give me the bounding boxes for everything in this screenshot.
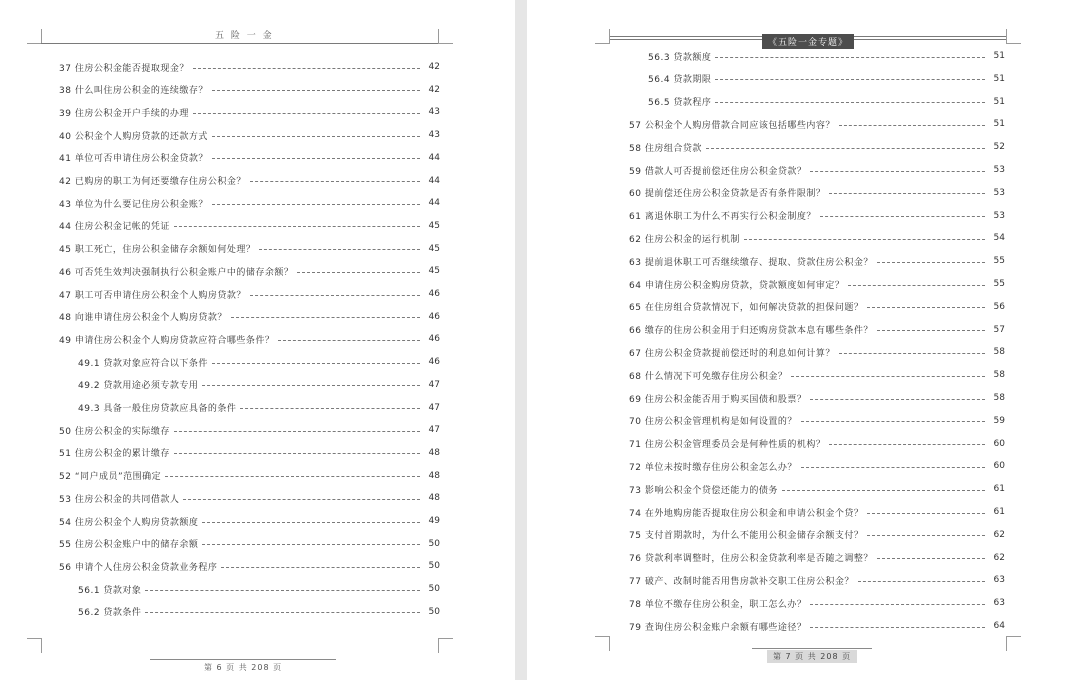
toc-dot-leader	[193, 113, 420, 114]
toc-dot-leader	[810, 604, 985, 605]
toc-entry-title: 46 可否凭生效判决强制执行公积金账户中的储存余额？	[59, 267, 294, 278]
footer-rule	[150, 659, 336, 660]
toc-dot-leader	[174, 226, 420, 227]
toc-dot-leader	[839, 125, 985, 126]
toc-entry-page-number: 46	[428, 357, 440, 368]
toc-entry-title: 49.1 贷款对象应符合以下条件	[78, 358, 208, 369]
toc-entry[interactable]	[59, 332, 440, 346]
toc-entry-title: 37 住房公积金能否提取现金？	[59, 63, 189, 74]
toc-dot-leader	[202, 522, 420, 523]
toc-entry[interactable]	[629, 163, 1005, 177]
toc-entry-title: 56.5 贷款程序	[648, 98, 712, 109]
toc-entry-page-number: 45	[428, 243, 440, 254]
toc-entry-title: 47 职工可否申请住房公积金个人购房贷款？	[59, 290, 246, 301]
page-header-title: 五 险 一 金	[215, 31, 274, 41]
crop-mark-top-right	[438, 29, 453, 44]
toc-entry-page-number: 55	[993, 256, 1005, 267]
toc-entry-title: 58 住房组合贷款	[629, 143, 702, 154]
toc-entry[interactable]	[59, 219, 440, 233]
page-header-title: 《五险一金专题》	[762, 34, 854, 49]
toc-dot-leader	[202, 385, 420, 386]
toc-entry[interactable]	[629, 505, 1005, 519]
toc-dot-leader	[174, 431, 420, 432]
toc-dot-leader	[212, 158, 420, 159]
toc-dot-leader	[867, 535, 985, 536]
toc-entry[interactable]	[629, 323, 1005, 337]
toc-dot-leader	[839, 353, 985, 354]
toc-dot-leader	[165, 476, 420, 477]
toc-entry[interactable]	[629, 300, 1005, 314]
toc-entry-page-number: 51	[993, 96, 1005, 107]
toc-entry-page-number: 63	[993, 598, 1005, 609]
toc-entry-page-number: 59	[993, 415, 1005, 426]
toc-entry-title: 49 申请住房公积金个人购房贷款应符合哪些条件？	[59, 335, 275, 346]
toc-dot-leader	[810, 627, 985, 628]
toc-entry-page-number: 60	[993, 461, 1005, 472]
toc-entry-page-number: 46	[428, 289, 440, 299]
toc-entry[interactable]	[59, 287, 440, 301]
toc-entry-page-number: 45	[428, 220, 440, 231]
toc-entry-title: 52 “同户成员”范围确定	[59, 472, 162, 483]
toc-entry-title: 68 什么情况下可免缴存住房公积金？	[629, 371, 788, 382]
toc-dot-leader	[877, 330, 985, 331]
toc-entry[interactable]	[629, 368, 1005, 382]
toc-dot-leader	[877, 262, 985, 263]
footer-rule	[752, 648, 872, 649]
toc-entry-title: 70 住房公积金管理机构是如何设置的？	[629, 417, 797, 428]
toc-dot-leader	[715, 79, 985, 80]
toc-entry-title: 62 住房公积金的运行机制	[629, 234, 740, 245]
toc-entry[interactable]	[59, 242, 440, 256]
toc-dot-leader	[791, 376, 985, 377]
toc-entry[interactable]	[648, 95, 1005, 109]
toc-entry-page-number: 53	[993, 165, 1005, 175]
toc-entry-page-number: 58	[993, 370, 1005, 381]
toc-entry-title: 73 影响公积金个贷偿还能力的债务	[629, 485, 778, 496]
toc-entry-page-number: 44	[428, 198, 440, 209]
toc-entry[interactable]	[59, 446, 440, 460]
toc-entry-page-number: 47	[428, 402, 440, 413]
toc-dot-leader	[193, 68, 420, 69]
toc-entry-page-number: 48	[428, 493, 440, 504]
toc-entry-page-number: 42	[428, 84, 440, 95]
toc-entry-title: 67 住房公积金贷款提前偿还时的利息如何计算？	[629, 348, 835, 359]
toc-entry-page-number: 46	[428, 311, 440, 322]
toc-entry-title: 55 住房公积金账户中的储存余额	[59, 540, 199, 551]
toc-dot-leader	[145, 612, 420, 613]
toc-entry[interactable]	[59, 83, 440, 97]
toc-entry-page-number: 47	[428, 379, 440, 390]
toc-entry-page-number: 61	[993, 507, 1005, 517]
document-page-left	[0, 0, 515, 680]
toc-entry-title: 76 贷款利率调整时，住房公积金贷款利率是否随之调整？	[629, 554, 873, 565]
toc-entry-title: 43 单位为什么要记住房公积金账？	[59, 199, 208, 210]
crop-mark-bottom-right	[438, 638, 453, 653]
toc-dot-leader	[145, 590, 420, 591]
toc-entry-page-number: 49	[428, 516, 440, 526]
toc-entry-title: 56.4 贷款期限	[648, 75, 712, 86]
toc-entry-title: 66 缴存的住房公积金用于归还购房贷款本息有哪些条件？	[629, 326, 873, 337]
toc-entry-page-number: 52	[993, 142, 1005, 153]
toc-dot-leader	[212, 363, 420, 364]
toc-dot-leader	[801, 467, 985, 468]
toc-entry-title: 45 职工死亡，住房公积金储存余额如何处理？	[59, 245, 256, 256]
toc-entry-page-number: 54	[993, 233, 1005, 244]
crop-mark-bottom-right	[1006, 636, 1021, 651]
toc-entry[interactable]	[59, 105, 440, 119]
toc-dot-leader	[858, 581, 985, 582]
toc-entry-page-number: 51	[993, 73, 1005, 84]
toc-entry-title: 41 单位可否申请住房公积金贷款？	[59, 154, 208, 165]
toc-dot-leader	[174, 453, 420, 454]
toc-entry-title: 56.3 贷款额度	[648, 52, 712, 63]
toc-entry-title: 79 查询住房公积金账户余额有哪些途径？	[629, 622, 807, 633]
toc-entry-title: 71 住房公积金管理委员会是何种性质的机构？	[629, 440, 826, 451]
document-page-right	[527, 0, 1080, 680]
toc-entry[interactable]	[629, 391, 1005, 405]
toc-entry-page-number: 51	[993, 51, 1005, 61]
toc-entry[interactable]	[59, 310, 440, 324]
toc-entry[interactable]	[629, 482, 1005, 496]
toc-entry[interactable]	[629, 459, 1005, 473]
toc-dot-leader	[829, 444, 985, 445]
toc-entry[interactable]	[59, 174, 440, 188]
toc-entry[interactable]	[59, 559, 440, 573]
toc-dot-leader	[829, 193, 985, 194]
crop-mark-bottom-left	[595, 636, 610, 651]
toc-entry-page-number: 50	[428, 538, 440, 549]
toc-entry-page-number: 50	[428, 606, 440, 617]
toc-entry-page-number: 64	[993, 621, 1005, 631]
toc-dot-leader	[715, 57, 985, 58]
toc-dot-leader	[297, 272, 420, 273]
toc-entry[interactable]	[629, 277, 1005, 291]
toc-entry[interactable]	[629, 140, 1005, 154]
toc-entry-page-number: 51	[993, 119, 1005, 130]
toc-entry-title: 50 住房公积金的实际缴存	[59, 426, 170, 437]
toc-entry[interactable]	[629, 231, 1005, 245]
toc-entry-title: 56.2 贷款条件	[78, 608, 142, 619]
toc-dot-leader	[877, 558, 985, 559]
toc-dot-leader	[820, 216, 985, 217]
toc-dot-leader	[212, 90, 420, 91]
toc-entry-page-number: 58	[993, 393, 1005, 403]
toc-dot-leader	[810, 399, 985, 400]
toc-dot-leader	[183, 499, 420, 500]
toc-dot-leader	[810, 171, 985, 172]
toc-entry[interactable]	[629, 551, 1005, 565]
toc-entry-page-number: 62	[993, 529, 1005, 540]
toc-entry-page-number: 57	[993, 324, 1005, 335]
toc-entry-title: 39 住房公积金开户手续的办理	[59, 108, 189, 119]
toc-entry-page-number: 48	[428, 447, 440, 458]
toc-entry-title: 60 提前偿还住房公积金贷款是否有条件限制？	[629, 189, 826, 200]
toc-dot-leader	[801, 421, 985, 422]
toc-entry[interactable]	[629, 619, 1005, 633]
toc-entry[interactable]	[59, 264, 440, 278]
toc-entry[interactable]	[629, 117, 1005, 131]
toc-entry-title: 64 申请住房公积金购房贷款，贷款额度如何审定？	[629, 280, 845, 291]
toc-entry[interactable]	[59, 491, 440, 505]
toc-entry[interactable]	[629, 437, 1005, 451]
toc-dot-leader	[715, 102, 985, 103]
crop-mark-bottom-left	[27, 638, 42, 653]
toc-entry[interactable]	[629, 573, 1005, 587]
toc-entry-page-number: 62	[993, 552, 1005, 563]
toc-dot-leader	[867, 513, 985, 514]
toc-entry-title: 56 申请个人住房公积金贷款业务程序	[59, 562, 218, 573]
toc-entry[interactable]	[59, 514, 440, 528]
toc-dot-leader	[202, 544, 420, 545]
toc-entry-page-number: 50	[428, 561, 440, 572]
toc-entry-title: 53 住房公积金的共同借款人	[59, 494, 180, 505]
toc-entry[interactable]	[78, 401, 440, 415]
toc-entry[interactable]	[629, 209, 1005, 223]
page-footer: 第 7 页 共 208 页	[767, 650, 857, 663]
toc-entry[interactable]	[59, 151, 440, 165]
toc-dot-leader	[259, 249, 420, 250]
toc-entry-title: 77 破产、改制时能否用售房款补交职工住房公积金？	[629, 576, 854, 587]
toc-dot-leader	[231, 317, 420, 318]
toc-entry[interactable]	[629, 596, 1005, 610]
toc-entry-page-number: 42	[428, 62, 440, 72]
toc-entry[interactable]	[78, 355, 440, 369]
toc-entry-page-number: 60	[993, 438, 1005, 449]
toc-entry-page-number: 53	[993, 187, 1005, 198]
toc-entry[interactable]	[59, 196, 440, 210]
toc-entry-title: 48 向谁申请住房公积金个人购房贷款？	[59, 313, 227, 324]
toc-entry[interactable]	[78, 605, 440, 619]
toc-entry-page-number: 43	[428, 107, 440, 118]
toc-entry-title: 56.1 贷款对象	[78, 585, 142, 596]
toc-entry[interactable]	[59, 469, 440, 483]
header-rule	[41, 43, 438, 44]
toc-entry-title: 57 公积金个人购房借款合同应该包括哪些内容？	[629, 120, 835, 131]
toc-entry[interactable]	[648, 72, 1005, 86]
toc-entry-page-number: 58	[993, 347, 1005, 358]
toc-dot-leader	[848, 285, 985, 286]
toc-entry[interactable]	[78, 582, 440, 596]
toc-entry-title: 74 在外地购房能否提取住房公积金和申请公积金个贷？	[629, 508, 864, 519]
toc-entry-page-number: 53	[993, 210, 1005, 221]
toc-entry-title: 38 什么叫住房公积金的连续缴存？	[59, 86, 208, 97]
crop-mark-top-left	[27, 29, 42, 44]
toc-dot-leader	[867, 307, 985, 308]
toc-entry[interactable]	[59, 60, 440, 74]
toc-entry[interactable]	[629, 528, 1005, 542]
toc-dot-leader	[782, 490, 985, 491]
toc-dot-leader	[706, 148, 985, 149]
toc-entry-page-number: 44	[428, 175, 440, 186]
toc-entry[interactable]	[648, 49, 1005, 63]
toc-entry-page-number: 47	[428, 425, 440, 436]
toc-entry[interactable]	[59, 537, 440, 551]
toc-entry-page-number: 46	[428, 334, 440, 345]
toc-entry-title: 59 借款人可否提前偿还住房公积金贷款？	[629, 166, 807, 177]
toc-entry-title: 49.3 具备一般住房贷款应具备的条件	[78, 404, 237, 414]
toc-entry[interactable]	[59, 128, 440, 142]
toc-entry-title: 54 住房公积金个人购房贷款额度	[59, 517, 199, 528]
toc-dot-leader	[240, 408, 420, 409]
toc-dot-leader	[212, 136, 420, 137]
toc-entry[interactable]	[629, 345, 1005, 359]
toc-dot-leader	[250, 181, 420, 182]
toc-entry-page-number: 61	[993, 484, 1005, 495]
toc-entry-title: 40 公积金个人购房贷款的还款方式	[59, 131, 208, 142]
toc-entry-title: 65 在住房组合贷款情况下，如何解决贷款的担保问题？	[629, 303, 864, 314]
crop-mark-top-left	[595, 29, 610, 44]
toc-entry-page-number: 50	[428, 584, 440, 595]
toc-entry-title: 44 住房公积金记帐的凭证	[59, 222, 170, 233]
toc-entry-page-number: 56	[993, 301, 1005, 312]
toc-dot-leader	[744, 239, 985, 240]
toc-entry[interactable]	[629, 186, 1005, 200]
toc-entry-page-number: 43	[428, 130, 440, 141]
toc-entry-title: 49.2 贷款用途必须专款专用	[78, 381, 199, 392]
toc-entry-title: 78 单位不缴存住房公积金，职工怎么办？	[629, 599, 807, 610]
toc-entry-title: 69 住房公积金能否用于购买国债和股票？	[629, 394, 807, 405]
toc-entry-title: 72 单位未按时缴存住房公积金怎么办？	[629, 462, 797, 473]
toc-entry-page-number: 44	[428, 152, 440, 163]
toc-entry-page-number: 55	[993, 279, 1005, 289]
toc-entry[interactable]	[629, 254, 1005, 268]
toc-dot-leader	[278, 340, 420, 341]
toc-dot-leader	[250, 295, 420, 296]
toc-entry-page-number: 63	[993, 575, 1005, 586]
crop-mark-top-right	[1006, 29, 1021, 44]
toc-entry-title: 42 已购房的职工为何还要缴存住房公积金？	[59, 177, 246, 187]
toc-entry-title: 51 住房公积金的累计缴存	[59, 449, 170, 460]
toc-entry-title: 63 提前退休职工可否继续缴存、提取、贷款住房公积金？	[629, 257, 873, 268]
toc-dot-leader	[221, 567, 420, 568]
toc-entry[interactable]	[59, 423, 440, 437]
toc-entry-page-number: 45	[428, 266, 440, 277]
page-footer: 第 6 页 共 208 页	[204, 663, 283, 672]
toc-entry-title: 61 离退休职工为什么不再实行公积金制度？	[629, 212, 816, 223]
toc-entry-title: 75 支付首期款时，为什么不能用公积金储存余额支付？	[629, 531, 864, 542]
toc-dot-leader	[212, 204, 420, 205]
toc-entry[interactable]	[629, 414, 1005, 428]
toc-entry[interactable]	[78, 378, 440, 392]
toc-entry-page-number: 48	[428, 470, 440, 481]
